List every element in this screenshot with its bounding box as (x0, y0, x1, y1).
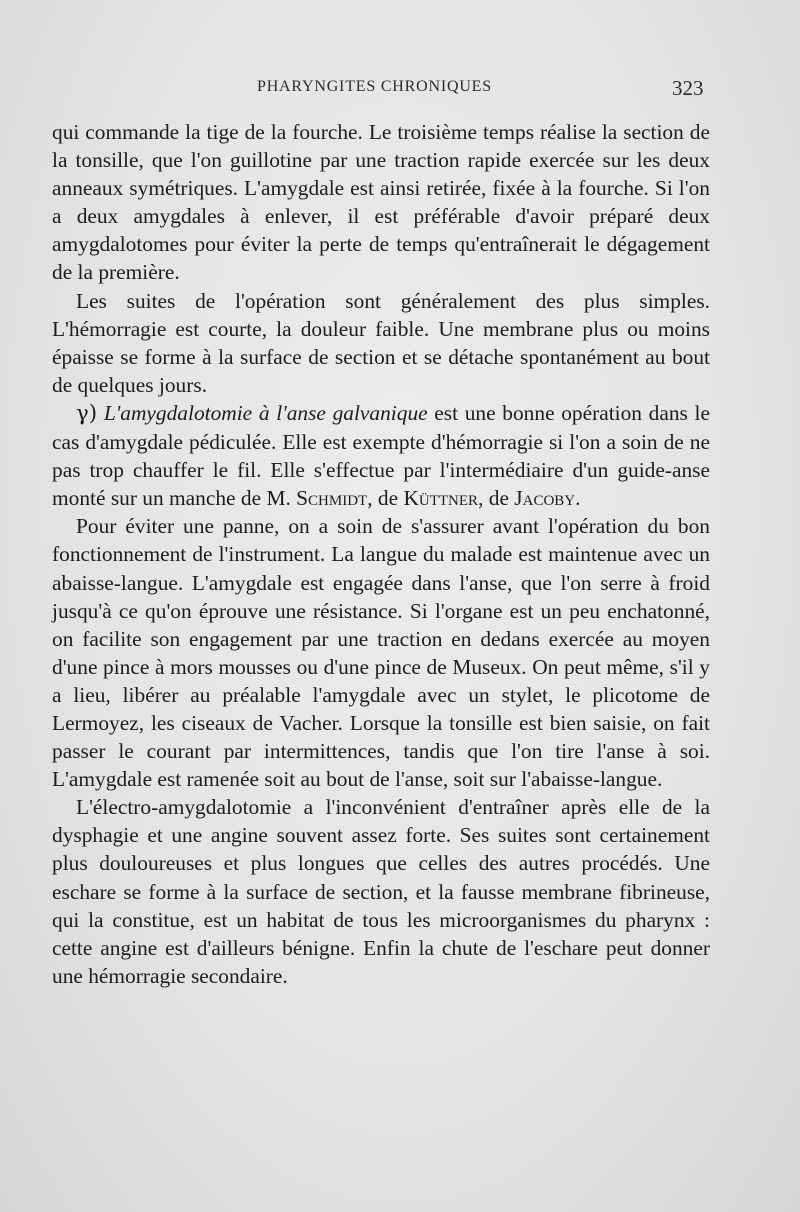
paragraph-3 (52, 399, 710, 512)
paragraph-4: Pour éviter une panne, on a soin de s'assurer avant l'opération du bon fonctionnement de l'instrument. La langue du malade est maintenue avec un abaisse-langue. L'amygdale est engagée dans l'anse, que l'on serre à froid jusqu'à ce qu'on éprouve une résistance. Si l'organe est un peu enchatonné, on facilite son engagement par une traction en dedans exercée au moyen d'une pince à mors mousses ou d'une pince de Museux. On peut même, s'il y a lieu, libérer au préalable l'amygdale avec un stylet, le plicotome de Lermoyez, les ciseaux de Vacher. Lorsque la tonsille est bien saisie, on fait passer le courant par intermittences, tandis que l'on tire l'anse à soi. L'amygdale est ramenée soit au bout de l'anse, soit sur l'abaisse-langue. (52, 514, 710, 792)
paragraph-2: Les suites de l'opération sont généralement des plus simples. L'hémorragie est courte, la douleur faible. Une membrane plus ou moins épaisse se forme à la surface de section et se détache spontanément au bout de quelques jours. (52, 288, 710, 397)
page-header (0, 74, 800, 104)
sentence-end: . (575, 486, 581, 511)
paragraph-3-text: est une bonne opération dans le cas d'amygdale pédiculée. Elle est exempte d'hémorragie si l'on a soin de ne pas trop chauffer le fil. Elle s'effectue par l'intermédiaire d'un guide-anse monté sur un manche de M. (52, 400, 710, 511)
separator-2: , de (478, 486, 515, 511)
list-marker: γ) (76, 400, 98, 426)
author-name-kuttner: Küttner (403, 486, 479, 511)
italic-term: L'amygdalotomie à l'anse galvanique (103, 400, 428, 425)
author-name-schmidt: Schmidt (296, 486, 368, 511)
author-name-jacoby: Jacoby (514, 486, 576, 511)
paragraph-5: L'électro-amygdalotomie a l'inconvénient d'entraîner après elle de la dysphagie et une angine souvent assez forte. Ses suites sont certainement plus douloureuses et plus longues que celles des autres procédés. Une eschare se forme à la surface de section, et la fausse membrane fibrineuse, qui la constitue, est un habitat de tous les microorganismes du pharynx : cette angine est d'ailleurs bénigne. Enfin la chute de l'eschare peut donner une hémorragie secondaire. (52, 795, 710, 988)
separator-1: , de (367, 486, 404, 511)
running-title: PHARYNGITES CHRONIQUES (257, 78, 492, 95)
paragraph-1: qui commande la tige de la fourche. Le troisième temps réalise la section de la tonsille, que l'on guillotine par une traction rapide exercée sur les deux anneaux symétriques. L'amygdale est ainsi retirée, fixée à la fourche. Si l'on a deux amygdales à enlever, il est préférable d'avoir préparé deux amygdalotomes pour éviter la perte de temps qu'entraînerait le dégagement de la première. (52, 120, 710, 285)
page-number: 323 (672, 76, 704, 100)
body-text (52, 118, 710, 990)
